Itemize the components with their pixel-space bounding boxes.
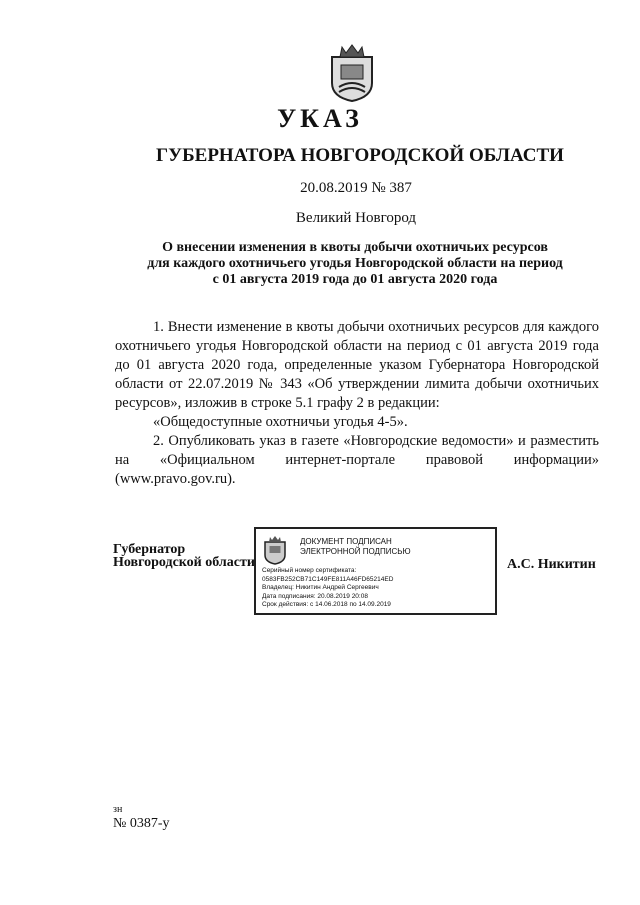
issuer-title: ГУБЕРНАТОРА НОВГОРОДСКОЙ ОБЛАСТИ xyxy=(156,145,564,166)
signing-date: Дата подписания: 20.08.2019 20:08 xyxy=(262,592,368,600)
paragraph-2: 2. Опубликовать указ в газете «Новгородские ведомости» и разместить на «Официальном интернет-портале правовой информации» (www.pravo.gov.ru). xyxy=(115,433,599,487)
heading-line: для каждого охотничьего угодья Новгородской области на период xyxy=(147,256,563,271)
stamp-title: ЭЛЕКТРОННОЙ ПОДПИСЬЮ xyxy=(300,547,411,556)
certificate-owner: Владелец: Никитин Андрей Сергеевич xyxy=(262,584,379,592)
certificate-label: Серийный номер сертификата: xyxy=(262,567,357,574)
stamp-title: ДОКУМЕНТ ПОДПИСАН xyxy=(300,537,392,546)
stamp-emblem-icon xyxy=(262,535,288,565)
decree-body xyxy=(115,318,599,489)
decree-heading xyxy=(130,240,580,288)
stamp-details xyxy=(262,567,393,610)
footer-number: № 0387-у xyxy=(113,816,170,831)
coat-of-arms-icon xyxy=(327,43,377,103)
electronic-signature-stamp xyxy=(254,527,497,615)
city-name: Великий Новгород xyxy=(295,210,417,226)
stamp-heading xyxy=(300,537,411,557)
position-line: Губернатор xyxy=(113,542,186,557)
signatory-name: А.С. Никитин xyxy=(507,557,596,572)
heading-line: с 01 августа 2019 года до 01 августа 2020 года xyxy=(212,272,498,287)
certificate-validity: Срок действия: с 14.06.2018 по 14.09.2019 xyxy=(262,601,391,609)
certificate-number: 0583FB252CB71C149FE811A46FD65214ED xyxy=(262,575,394,583)
paragraph-1: 1. Внести изменение в квоты добычи охотничьих ресурсов для каждого охотничьего угодья Новгородской области на период с 01 августа 2019 года до 01 августа 2020 года, определенные указом Губернатора Новгородской области от 22.07.2019 № 343 «Об утверждении лимита добычи охотничьих ресурсов», изложив в строке 5.1 графу 2 в редакции: xyxy=(115,319,599,411)
footer-code: зн xyxy=(113,804,123,815)
heading-line: О внесении изменения в квоты добычи охотничьих ресурсов xyxy=(162,240,548,255)
document-type-title: УКАЗ xyxy=(277,104,363,133)
footer-registration xyxy=(113,804,170,832)
position-line: Новгородской области xyxy=(113,555,255,570)
signatory-position xyxy=(113,543,255,569)
date-and-number: 20.08.2019 № 387 xyxy=(300,180,412,196)
paragraph-1-quote: «Общедоступные охотничьи угодья 4-5». xyxy=(153,414,408,430)
